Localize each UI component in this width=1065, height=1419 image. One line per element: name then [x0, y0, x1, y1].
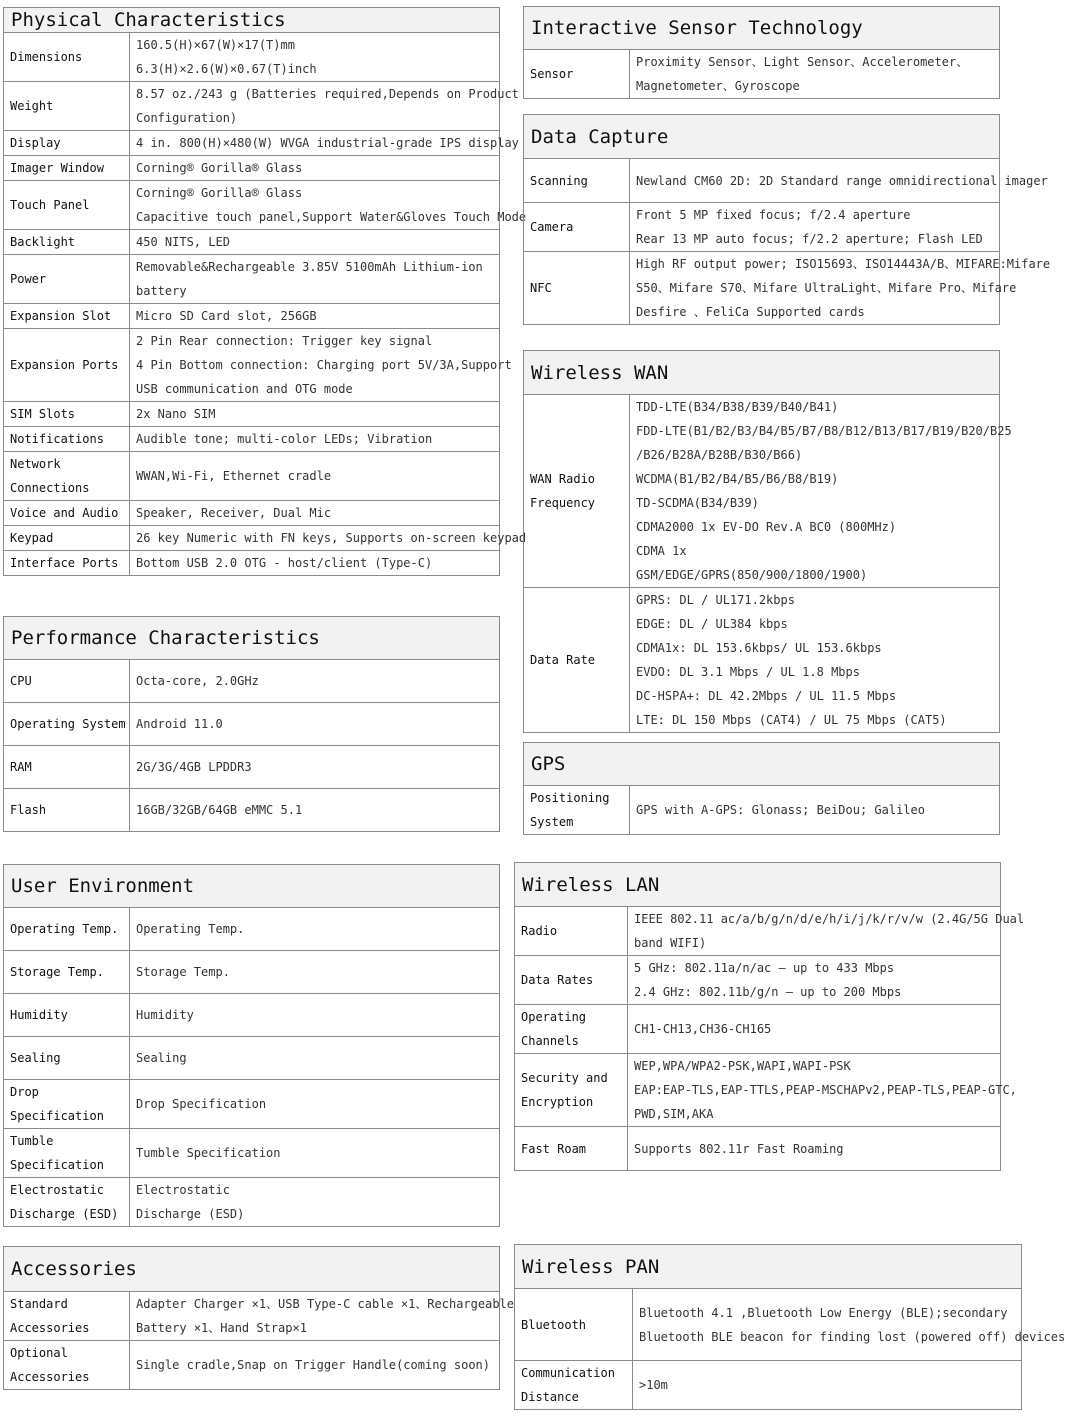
- spec-value: [630, 395, 1012, 588]
- section-title: Wireless WAN: [524, 351, 1000, 395]
- spec-row-standard-accessories: [4, 1292, 500, 1341]
- spec-label: Bluetooth: [515, 1289, 633, 1361]
- spec-label: SIM Slots: [4, 402, 130, 427]
- spec-row-expansion-slot: [4, 304, 500, 329]
- spec-row-storage-temp: [4, 951, 500, 994]
- spec-value: [130, 789, 500, 832]
- spec-value-line: Newland CM60 2D: 2D Standard range omnidirectional imager: [636, 173, 1048, 188]
- spec-value: [130, 156, 500, 181]
- spec-value-line: Electrostatic: [136, 1183, 230, 1197]
- spec-label: Security and Encryption: [515, 1054, 628, 1127]
- spec-label: Imager Window: [4, 156, 130, 181]
- spec-value-line: Discharge (ESD): [136, 1207, 245, 1221]
- spec-value-line: Android 11.0: [136, 717, 223, 731]
- spec-label: Sealing: [4, 1037, 130, 1080]
- spec-value-line: Bluetooth BLE beacon for finding lost (powered off) devices: [639, 1329, 1065, 1344]
- spec-row-interface-ports: [4, 551, 500, 576]
- spec-label: Humidity: [4, 994, 130, 1037]
- spec-row-power: [4, 255, 500, 304]
- spec-label: Tumble Specification: [4, 1129, 130, 1178]
- spec-label: Notifications: [4, 427, 130, 452]
- spec-value-line: Removable&Rechargeable 3.85V 5100mAh Lithium-ion: [136, 260, 483, 274]
- spec-value-line: Desfire 、FeliCa Supported cards: [636, 305, 865, 319]
- accessories-table: [3, 1246, 515, 1390]
- spec-value: [628, 907, 1025, 956]
- spec-value-line: FDD-LTE(B1/B2/B3/B4/B5/B7/B8/B12/B13/B17/B19/B20/B25: [636, 424, 1012, 438]
- spec-label: Sensor: [524, 50, 630, 99]
- spec-value: [630, 50, 1000, 99]
- spec-value: [630, 203, 1000, 252]
- spec-value: [628, 1054, 1017, 1127]
- spec-value-line: Adapter Charger ×1、USB Type-C cable ×1、Rechargeable: [136, 1297, 515, 1311]
- section-title: User Environment: [4, 865, 500, 908]
- spec-value-line: GPS with A-GPS: Glonass; BeiDou; Galileo: [636, 803, 925, 817]
- spec-value-line: CDMA1x: DL 153.6kbps/ UL 153.6kbps: [636, 641, 882, 655]
- spec-value-line: WEP,WPA/WPA2-PSK,WAPI,WAPI-PSK: [634, 1059, 851, 1073]
- spec-value-line: battery: [136, 284, 187, 298]
- spec-value: [130, 452, 500, 501]
- spec-row-network-connections: [4, 452, 500, 501]
- spec-value-line: TDD-LTE(B34/B38/B39/B40/B41): [636, 400, 839, 414]
- spec-value: [130, 1037, 500, 1080]
- spec-value-line: Corning® Gorilla® Glass: [136, 186, 303, 200]
- spec-value-line: PWD,SIM,AKA: [634, 1107, 714, 1121]
- spec-value: [130, 703, 500, 746]
- spec-value-line: 160.5(H)×67(W)×17(T)mm: [136, 38, 295, 52]
- spec-label: Drop Specification: [4, 1080, 130, 1129]
- spec-row-data-rate: [524, 588, 1000, 733]
- data-capture-table: [523, 114, 1051, 325]
- spec-value: [130, 526, 527, 551]
- spec-value-line: /B26/B28A/B28B/B30/B66): [636, 448, 803, 462]
- spec-row-expansion-ports: [4, 329, 500, 402]
- spec-value-line: Magnetometer、Gyroscope: [636, 79, 800, 93]
- spec-label: Data Rate: [524, 588, 630, 733]
- spec-label: Weight: [4, 82, 130, 131]
- interactive-sensor-table: [523, 6, 1000, 99]
- spec-value-line: 26 key Numeric with FN keys, Supports on-screen keypad: [136, 531, 527, 545]
- spec-label: Flash: [4, 789, 130, 832]
- spec-value-line: LTE: DL 150 Mbps (CAT4) / UL 75 Mbps (CAT5): [636, 713, 947, 727]
- spec-label: Storage Temp.: [4, 951, 130, 994]
- spec-row-tumble-specification: [4, 1129, 500, 1178]
- section-title: Accessories: [4, 1247, 500, 1292]
- spec-value: [130, 1129, 500, 1178]
- user-environment-table: [3, 864, 500, 1227]
- spec-value-line: CDMA 1x: [636, 544, 687, 558]
- spec-value: [130, 402, 500, 427]
- spec-value-line: S50、Mifare S70、Mifare UltraLight、Mifare Pro、Mifare: [636, 281, 1017, 295]
- spec-row-operating-channels: [515, 1005, 1001, 1054]
- spec-row-backlight: [4, 230, 500, 255]
- spec-value: [628, 1005, 1001, 1054]
- spec-label: Radio: [515, 907, 628, 956]
- spec-label: Keypad: [4, 526, 130, 551]
- spec-row-drop-specification: [4, 1080, 500, 1129]
- spec-row-operating-system: [4, 703, 500, 746]
- spec-label: Camera: [524, 203, 630, 252]
- spec-value-line: TD-SCDMA(B34/B39): [636, 496, 759, 510]
- spec-row-security-and-encryption: [515, 1054, 1001, 1127]
- spec-value: [130, 255, 500, 304]
- spec-label: Touch Panel: [4, 181, 130, 230]
- spec-value-line: Storage Temp.: [136, 965, 230, 979]
- section-title: Data Capture: [524, 115, 1000, 159]
- spec-row-imager-window: [4, 156, 500, 181]
- spec-value: [130, 1178, 500, 1227]
- spec-value: [628, 1127, 1001, 1171]
- spec-label: Expansion Ports: [4, 329, 130, 402]
- spec-label: Scanning: [524, 159, 630, 203]
- spec-value-line: 2.4 GHz: 802.11b/g/n — up to 200 Mbps: [634, 985, 902, 999]
- spec-value: [130, 181, 527, 230]
- spec-row-sealing: [4, 1037, 500, 1080]
- spec-value-line: CDMA2000 1x EV-DO Rev.A BC0 (800MHz): [636, 520, 897, 534]
- spec-label: WAN Radio Frequency: [524, 395, 630, 588]
- spec-value-line: WWAN,Wi-Fi, Ethernet cradle: [136, 469, 332, 483]
- spec-row-sensor: [524, 50, 1000, 99]
- spec-value: [130, 33, 500, 82]
- spec-row-sim-slots: [4, 402, 500, 427]
- spec-row-flash: [4, 789, 500, 832]
- spec-value-line: 2x Nano SIM: [136, 407, 216, 421]
- spec-value: [130, 304, 500, 329]
- spec-value: [130, 1341, 500, 1390]
- spec-value: [130, 82, 519, 131]
- spec-label: Data Rates: [515, 956, 628, 1005]
- spec-row-keypad: [4, 526, 500, 551]
- spec-value-line: USB communication and OTG mode: [136, 382, 353, 396]
- spec-value-line: Capacitive touch panel,Support Water&Gloves Touch Mode: [136, 210, 527, 224]
- spec-label: Optional Accessories: [4, 1341, 130, 1390]
- spec-label: Expansion Slot: [4, 304, 130, 329]
- spec-value-line: band WIFI): [634, 936, 707, 950]
- spec-row-radio: [515, 907, 1001, 956]
- spec-value: [633, 1361, 1022, 1410]
- spec-value-line: Rear 13 MP auto focus; f/2.2 aperture; Flash LED: [636, 232, 983, 246]
- spec-row-voice-and-audio: [4, 501, 500, 526]
- spec-label: Electrostatic Discharge (ESD): [4, 1178, 130, 1227]
- spec-value-line: Proximity Sensor、Light Sensor、Accelerometer、: [636, 55, 969, 69]
- spec-label: Power: [4, 255, 130, 304]
- spec-value-line: 4 in. 800(H)×480(W) WVGA industrial-grade IPS display: [136, 136, 519, 150]
- spec-value-line: Front 5 MP fixed focus; f/2.4 aperture: [636, 208, 911, 222]
- spec-value-line: Speaker, Receiver, Dual Mic: [136, 506, 332, 520]
- spec-row-electrostatic-discharge-esd: [4, 1178, 500, 1227]
- spec-value: [130, 329, 512, 402]
- spec-row-optional-accessories: [4, 1341, 500, 1390]
- spec-value-line: High RF output power; ISO15693、ISO14443A/B、MIFARE:Mifare: [636, 257, 1051, 271]
- spec-value-line: Battery ×1、Hand Strap×1: [136, 1321, 307, 1335]
- spec-value: [130, 131, 519, 156]
- gps-table: [523, 742, 1000, 835]
- spec-value-line: >10m: [639, 1378, 668, 1392]
- spec-label: Voice and Audio: [4, 501, 130, 526]
- spec-value-line: GSM/EDGE/GPRS(850/900/1800/1900): [636, 568, 868, 582]
- section-title: Wireless LAN: [515, 863, 1001, 907]
- spec-value-line: EAP:EAP-TLS,EAP-TTLS,PEAP-MSCHAPv2,PEAP-TLS,PEAP-GTC,: [634, 1083, 1017, 1097]
- spec-value-line: IEEE 802.11 ac/a/b/g/n/d/e/h/i/j/k/r/v/w (2.4G/5G Dual: [634, 912, 1025, 926]
- wireless-lan-table: [514, 862, 1025, 1171]
- spec-value-line: 4 Pin Bottom connection: Charging port 5V/3A,Support: [136, 358, 512, 372]
- spec-label: Display: [4, 131, 130, 156]
- spec-value-line: Humidity: [136, 1008, 194, 1022]
- spec-value-line: 450 NITS, LED: [136, 235, 230, 249]
- spec-label: Operating System: [4, 703, 130, 746]
- section-title: GPS: [524, 743, 1000, 786]
- spec-value: [130, 501, 500, 526]
- spec-value: [130, 660, 500, 703]
- spec-label: Dimensions: [4, 33, 130, 82]
- spec-row-display: [4, 131, 500, 156]
- spec-value: [130, 551, 500, 576]
- spec-row-fast-roam: [515, 1127, 1001, 1171]
- spec-row-nfc: [524, 252, 1000, 325]
- spec-value-line: Operating Temp.: [136, 922, 245, 936]
- spec-value-line: Drop Specification: [136, 1097, 267, 1111]
- spec-row-positioning-system: [524, 786, 1000, 835]
- spec-row-scanning: [524, 159, 1000, 203]
- spec-value-line: Configuration): [136, 111, 238, 125]
- section-title: Wireless PAN: [515, 1245, 1022, 1289]
- spec-value-line: EVDO: DL 3.1 Mbps / UL 1.8 Mbps: [636, 665, 860, 679]
- section-title: Performance Characteristics: [4, 617, 500, 660]
- spec-row-weight: [4, 82, 500, 131]
- spec-row-notifications: [4, 427, 500, 452]
- spec-row-camera: [524, 203, 1000, 252]
- spec-label: RAM: [4, 746, 130, 789]
- spec-value-line: 2 Pin Rear connection: Trigger key signal: [136, 334, 433, 348]
- spec-value-line: EDGE: DL / UL384 kbps: [636, 617, 788, 631]
- spec-value: [130, 427, 500, 452]
- spec-value: [130, 994, 500, 1037]
- spec-label: Interface Ports: [4, 551, 130, 576]
- spec-row-touch-panel: [4, 181, 500, 230]
- spec-value-line: GPRS: DL / UL171.2kbps: [636, 593, 795, 607]
- spec-value-line: Sealing: [136, 1051, 187, 1065]
- spec-value: [630, 252, 1051, 325]
- spec-row-ram: [4, 746, 500, 789]
- spec-value: [130, 746, 500, 789]
- spec-label: CPU: [4, 660, 130, 703]
- spec-value-line: 16GB/32GB/64GB eMMC 5.1: [136, 803, 303, 817]
- spec-value: [130, 908, 500, 951]
- spec-value: [630, 588, 1000, 733]
- performance-characteristics-table: [3, 616, 500, 832]
- spec-row-data-rates: [515, 956, 1001, 1005]
- spec-value: [633, 1289, 1065, 1361]
- spec-value-line: Single cradle,Snap on Trigger Handle(coming soon): [136, 1358, 491, 1372]
- spec-label: Standard Accessories: [4, 1292, 130, 1341]
- spec-label: Communication Distance: [515, 1361, 633, 1410]
- spec-value-line: 8.57 oz./243 g (Batteries required,Depends on Product: [136, 87, 519, 101]
- spec-row-wan-radio-frequency: [524, 395, 1000, 588]
- wireless-wan-table: [523, 350, 1012, 733]
- wireless-pan-table: [514, 1244, 1065, 1410]
- spec-row-cpu: [4, 660, 500, 703]
- spec-label: NFC: [524, 252, 630, 325]
- spec-label: Operating Temp.: [4, 908, 130, 951]
- spec-row-humidity: [4, 994, 500, 1037]
- spec-value: [130, 1292, 515, 1341]
- spec-label: Operating Channels: [515, 1005, 628, 1054]
- spec-value-line: CH1-CH13,CH36-CH165: [634, 1022, 772, 1036]
- spec-value-line: Micro SD Card slot, 256GB: [136, 309, 317, 323]
- spec-value-line: Tumble Specification: [136, 1146, 281, 1160]
- spec-value-line: Octa-core, 2.0GHz: [136, 674, 259, 688]
- spec-value: [130, 230, 500, 255]
- spec-label: Fast Roam: [515, 1127, 628, 1171]
- spec-value-line: Bluetooth 4.1 ,Bluetooth Low Energy (BLE);secondary: [639, 1305, 1008, 1320]
- spec-value-line: Bottom USB 2.0 OTG - host/client (Type-C): [136, 556, 433, 570]
- spec-value-line: 2G/3G/4GB LPDDR3: [136, 760, 252, 774]
- physical-characteristics-table: [3, 7, 527, 576]
- spec-row-dimensions: [4, 33, 500, 82]
- spec-value: [130, 1080, 500, 1129]
- spec-row-operating-temp: [4, 908, 500, 951]
- spec-value-line: Supports 802.11r Fast Roaming: [634, 1141, 844, 1156]
- spec-value-line: 5 GHz: 802.11a/n/ac — up to 433 Mbps: [634, 961, 895, 975]
- spec-value-line: Corning® Gorilla® Glass: [136, 161, 303, 175]
- section-title: Physical Characteristics: [4, 8, 500, 33]
- spec-value-line: DC-HSPA+: DL 42.2Mbps / UL 11.5 Mbps: [636, 689, 897, 703]
- spec-row-bluetooth: [515, 1289, 1022, 1361]
- spec-value: [130, 951, 500, 994]
- spec-label: Backlight: [4, 230, 130, 255]
- spec-label: Positioning System: [524, 786, 630, 835]
- spec-value: [630, 159, 1048, 203]
- spec-value-line: Audible tone; multi-color LEDs; Vibration: [136, 432, 433, 446]
- spec-row-communication-distance: [515, 1361, 1022, 1410]
- spec-value-line: 6.3(H)×2.6(W)×0.67(T)inch: [136, 62, 317, 76]
- spec-value: [630, 786, 1000, 835]
- section-title: Interactive Sensor Technology: [524, 7, 1000, 50]
- spec-value: [628, 956, 1001, 1005]
- spec-value-line: WCDMA(B1/B2/B4/B5/B6/B8/B19): [636, 472, 839, 486]
- spec-label: Network Connections: [4, 452, 130, 501]
